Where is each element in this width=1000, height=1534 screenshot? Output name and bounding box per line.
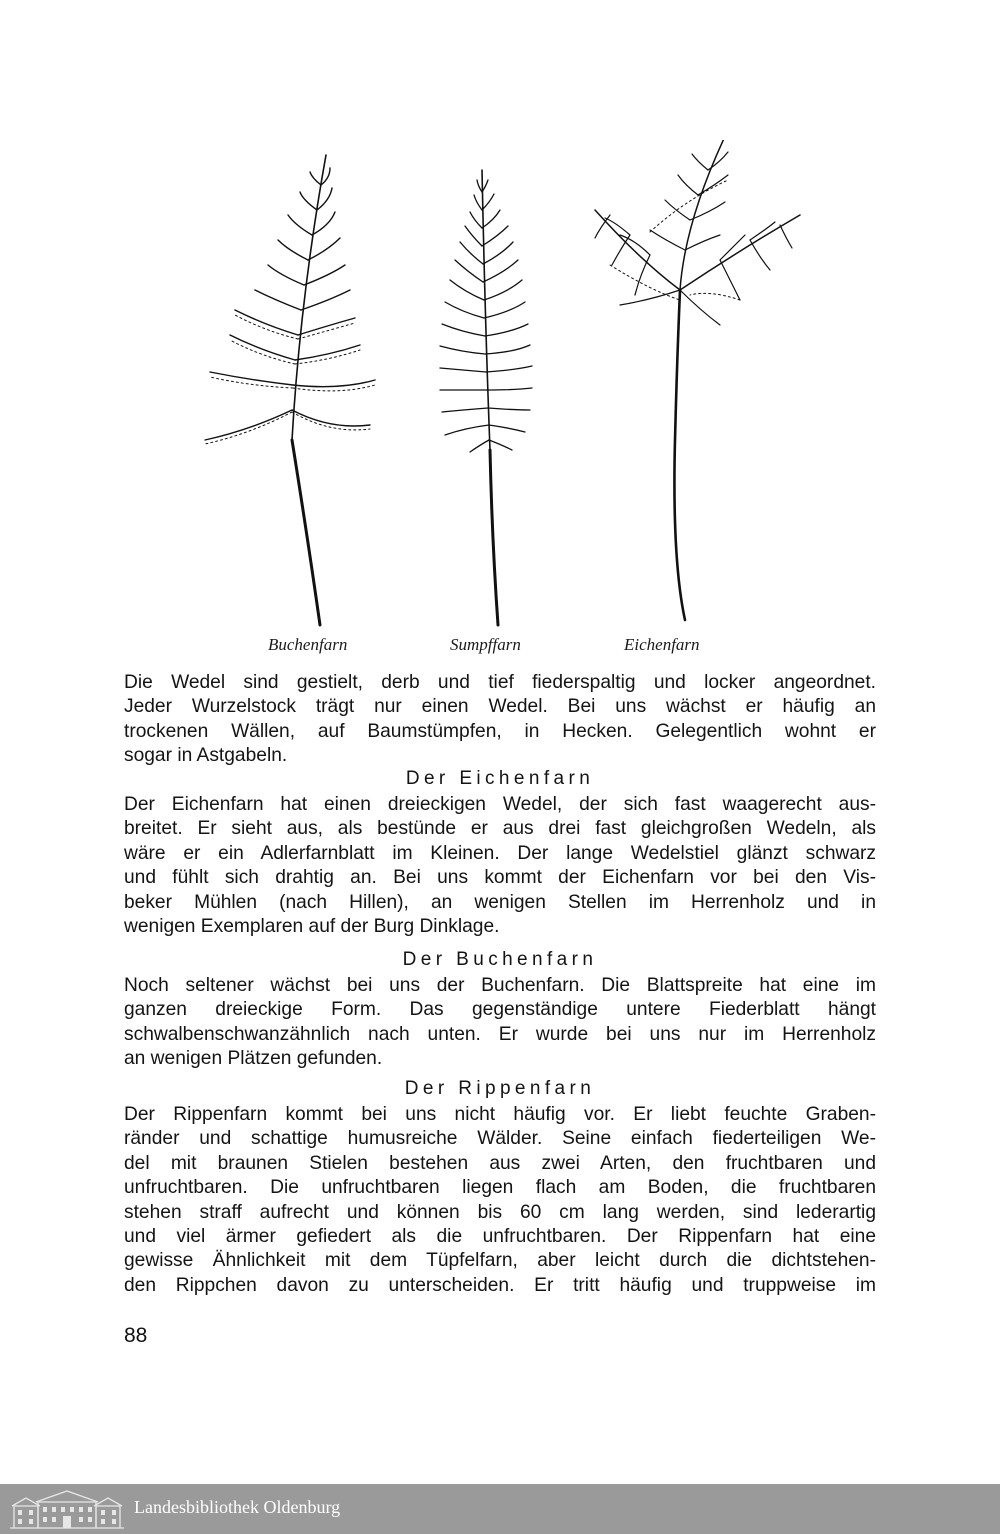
library-footer — [0, 1484, 1000, 1534]
library-name: Landesbibliothek Oldenburg — [134, 1497, 341, 1517]
text-line: den Rippchen davon zu unterscheiden. Er tritt häufig und truppweise im — [124, 1274, 876, 1296]
text-line: und viel ärmer gefiedert als die unfruchtbaren. Der Rippenfarn hat eine — [124, 1226, 876, 1248]
text-line: Die Wedel sind gestielt, derb und tief fiederspaltig und locker angeordnet. — [124, 672, 876, 693]
heading-eichenfarn: Der Eichenfarn — [405, 768, 595, 789]
fern-illustration — [180, 140, 840, 630]
text-line: Der Rippenfarn kommt bei uns nicht häufig vor. Er liebt feuchte Graben- — [124, 1104, 876, 1125]
caption-sumpffarn: Sumpffarn — [450, 635, 521, 654]
text-line: ganzen dreieckige Form. Das gegenständige untere Fiederblatt hängt — [124, 999, 876, 1021]
caption-eichenfarn: Eichenfarn — [624, 635, 700, 654]
text-line: schwalbenschwanzähnlich nach unten. Er wurde bei uns nur im Herrenholz — [124, 1023, 876, 1045]
text-line: Der Eichenfarn hat einen dreieckigen Wedel, der sich fast waagerecht aus- — [124, 794, 876, 815]
page-number: 88 — [124, 1324, 148, 1347]
text-line: Noch seltener wächst bei uns der Buchenfarn. Die Blattspreite hat eine im — [124, 975, 876, 996]
text-line: an wenigen Plätzen gefunden. — [124, 1048, 383, 1070]
caption-buchenfarn: Buchenfarn — [268, 635, 348, 654]
library-building-icon — [8, 1488, 126, 1530]
text-line: trockenen Wällen, auf Baumstümpfen, in Hecken. Gelegentlich wohnt er — [124, 720, 876, 742]
intro-paragraph — [124, 671, 876, 769]
text-line: wenigen Exemplaren auf der Burg Dinklage. — [124, 916, 500, 938]
text-line: beker Mühlen (nach Hillen), an wenigen Stellen im Herrenholz und in — [124, 891, 876, 913]
paragraph-buchenfarn — [124, 974, 876, 1072]
paragraph-rippenfarn — [124, 1103, 876, 1298]
text-line: stehen straff aufrecht und können bis 60 cm lang werden, sind lederartig — [124, 1201, 876, 1223]
text-line: wäre er ein Adlerfarnblatt im Kleinen. Der lange Wedelstiel glänzt schwarz — [124, 842, 876, 864]
sumpffarn-drawing — [440, 170, 532, 625]
text-line: Jeder Wurzelstock trägt nur einen Wedel. Bei uns wächst er häufig an — [124, 696, 876, 718]
text-line: unfruchtbaren. Die unfruchtbaren liegen flach am Boden, die fruchtbaren — [124, 1177, 876, 1199]
text-line: breitet. Er sieht aus, als bestünde er aus drei fast gleichgroßen Wedeln, als — [124, 818, 876, 840]
eichenfarn-drawing — [595, 140, 800, 620]
buchenfarn-drawing — [205, 155, 375, 625]
text-line: und fühlt sich drahtig an. Bei uns kommt der Eichenfarn vor bei den Vis- — [124, 867, 876, 889]
heading-rippenfarn: Der Rippenfarn — [404, 1078, 596, 1099]
paragraph-eichenfarn — [124, 793, 876, 939]
text-line: sogar in Astgabeln. — [124, 745, 288, 767]
text-line: gewisse Ähnlichkeit mit dem Tüpfelfarn, aber leicht durch die dichtstehen- — [124, 1250, 876, 1272]
text-line: del mit braunen Stielen bestehen aus zwei Arten, den fruchtbaren und — [124, 1152, 876, 1174]
heading-buchenfarn: Der Buchenfarn — [402, 949, 598, 970]
text-line: ränder und schattige humusreiche Wälder. Seine einfach fiederteiligen We- — [124, 1128, 876, 1150]
